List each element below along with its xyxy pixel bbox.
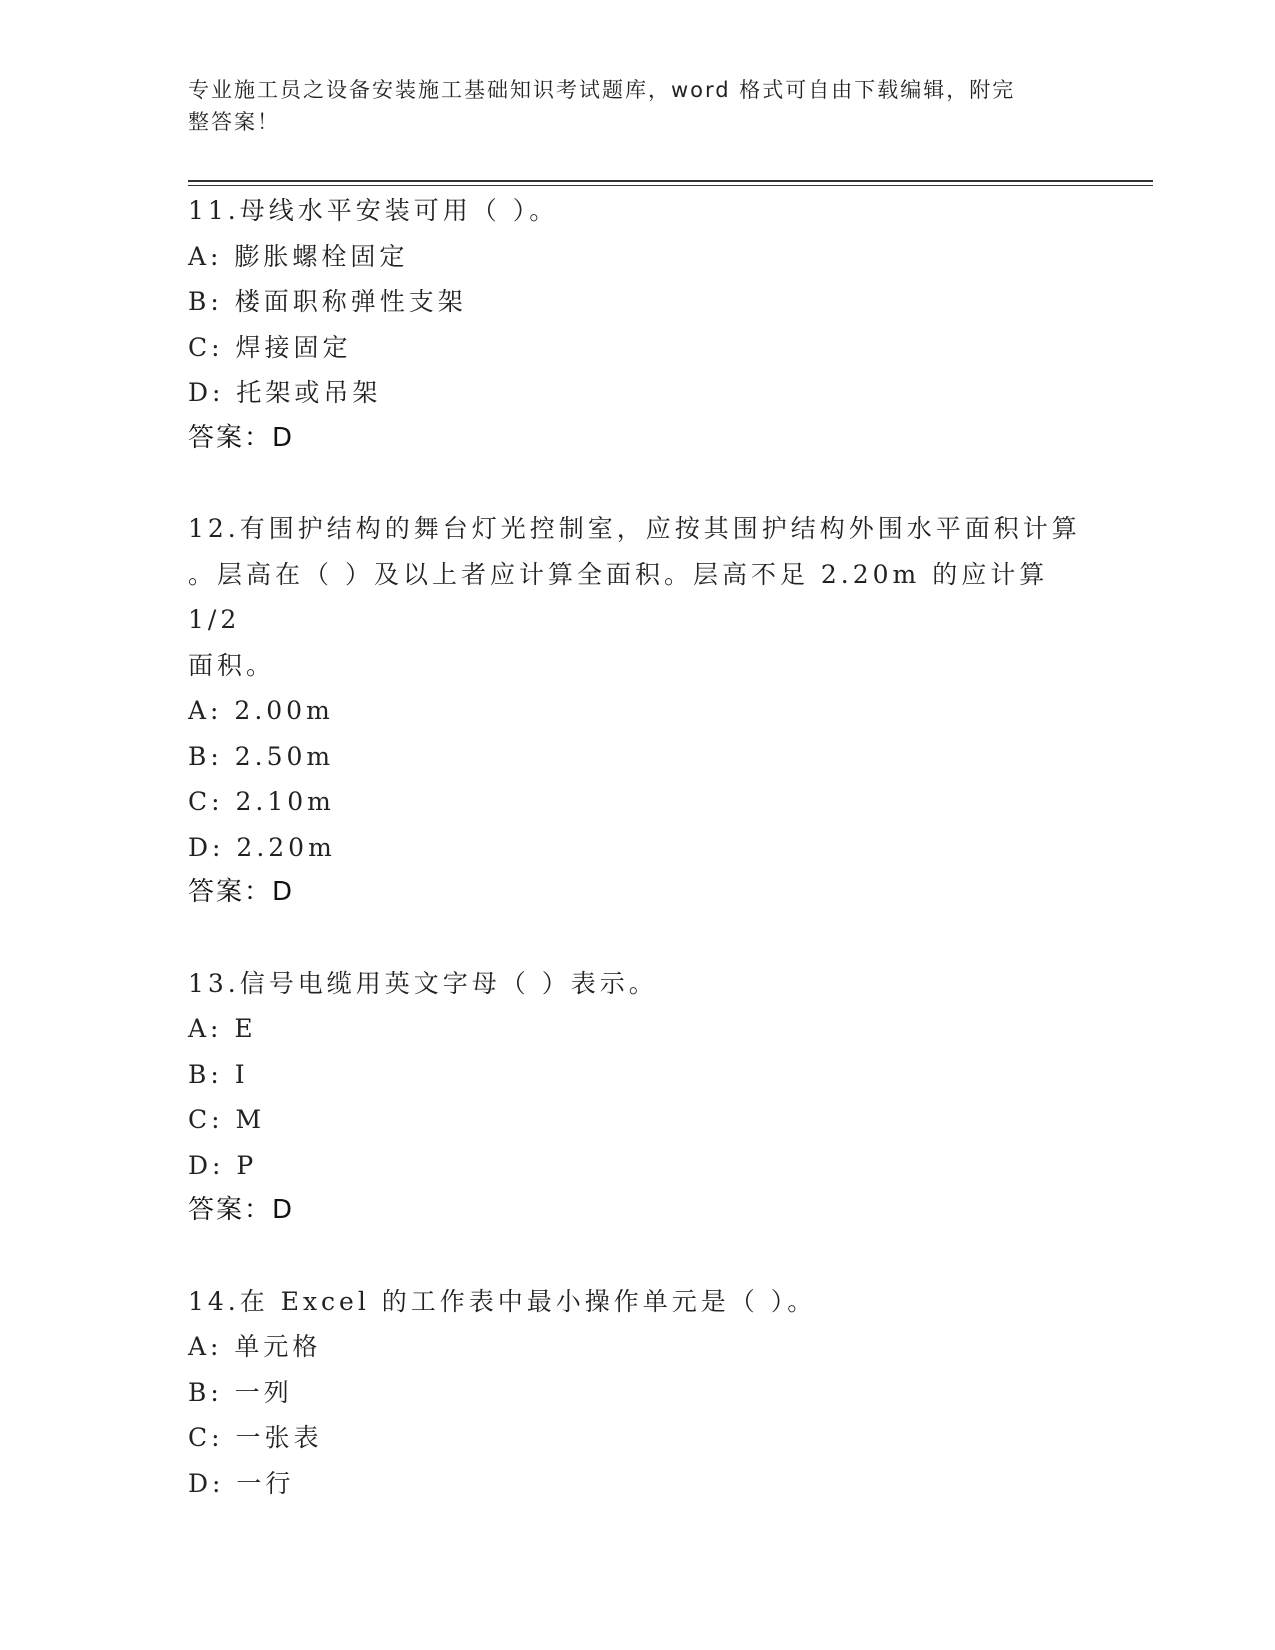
question-spacer <box>188 916 1148 961</box>
document-header <box>188 74 1068 138</box>
answer-line: 答案：D <box>188 1195 295 1225</box>
option-b: B: I <box>188 1059 249 1089</box>
question-stem-line-3: 面积。 <box>188 650 276 680</box>
question-list <box>188 188 1148 1506</box>
answer-line: 答案：D <box>188 422 295 453</box>
document-page <box>188 0 1158 1650</box>
question-stem: 13.信号电缆用英文字母（ ）表示。 <box>188 968 658 998</box>
question-stem-line-2: 。层高在（ ）及以上者应计算全面积。层高不足 2.20m 的应计算 1/2 <box>188 559 1061 634</box>
option-d: D: P <box>188 1150 258 1180</box>
option-d: D: 托架或吊架 <box>188 378 382 407</box>
question-stem: 11.母线水平安装可用（ ）。 <box>188 196 559 225</box>
question-11 <box>188 188 1148 461</box>
header-divider-thin <box>188 185 1153 186</box>
option-d: D: 一行 <box>188 1468 295 1498</box>
option-c: C: 2.10m <box>188 787 335 816</box>
question-spacer <box>188 461 1148 506</box>
option-b: B: 一列 <box>188 1377 293 1407</box>
answer-line: 答案：D <box>188 877 295 907</box>
option-c: C: 焊接固定 <box>188 332 352 362</box>
question-14 <box>188 1279 1148 1507</box>
header-title-line-2: 整答案！ <box>188 110 280 134</box>
question-stem: 14.在 Excel 的工作表中最小操作单元是（ ）。 <box>188 1286 817 1316</box>
question-spacer <box>188 1234 1148 1279</box>
question-13 <box>188 961 1148 1234</box>
option-b: B: 2.50m <box>188 741 335 771</box>
option-c: C: M <box>188 1105 266 1134</box>
option-a: A: E <box>188 1014 257 1043</box>
question-stem-line-1: 12.有围护结构的舞台灯光控制室，应按其围护结构外围水平面积计算 <box>188 514 1081 543</box>
header-title-line-1: 专业施工员之设备安装施工基础知识考试题库，word 格式可自由下载编辑，附完 <box>188 78 1016 102</box>
option-a: A: 膨胀螺栓固定 <box>188 241 409 271</box>
question-12 <box>188 506 1148 916</box>
option-b: B: 楼面职称弹性支架 <box>188 287 467 316</box>
option-d: D: 2.20m <box>188 832 336 862</box>
option-a: A: 2.00m <box>188 696 334 725</box>
option-a: A: 单元格 <box>188 1332 322 1361</box>
header-divider-thick <box>188 180 1153 182</box>
option-c: C: 一张表 <box>188 1423 323 1452</box>
